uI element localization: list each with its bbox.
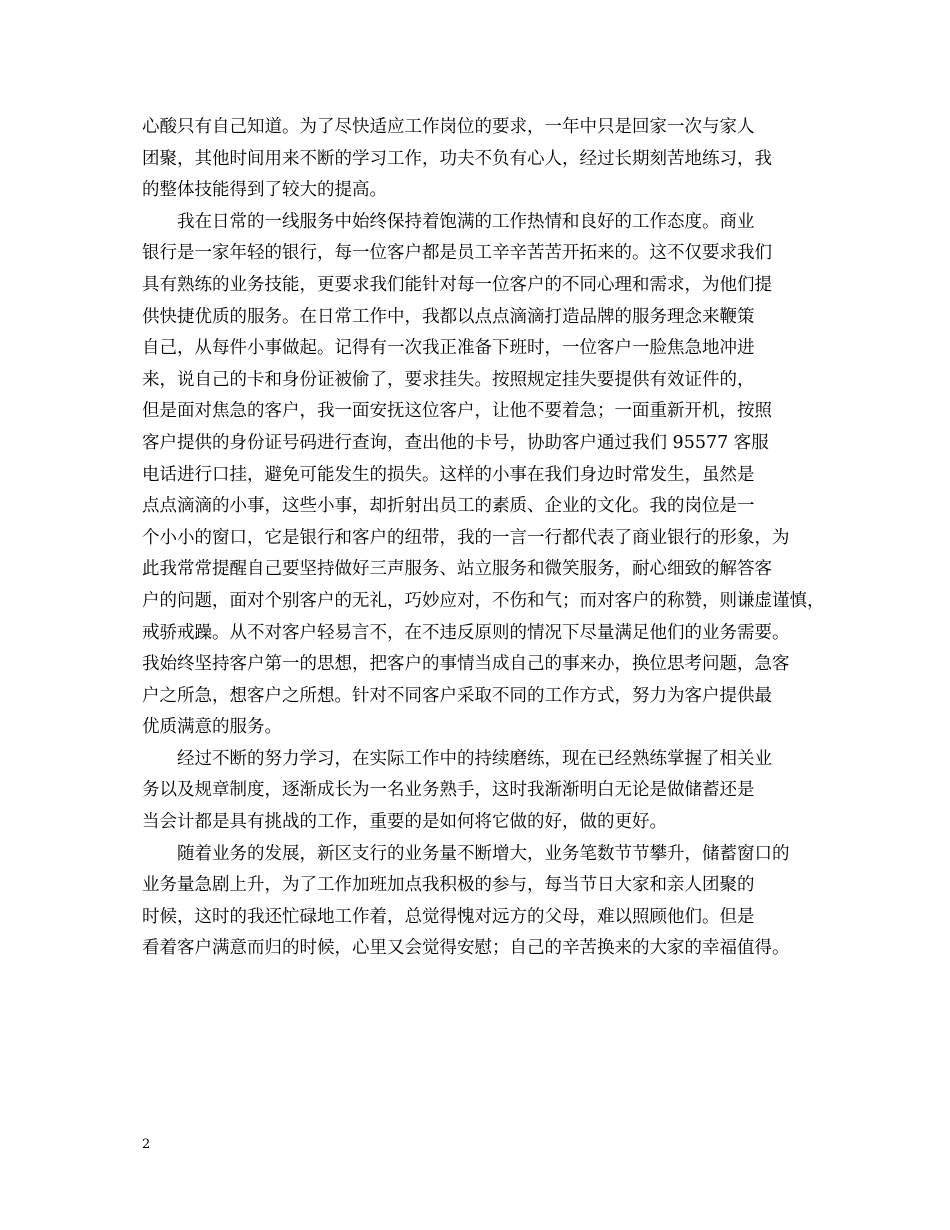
paragraph-2 — [142, 207, 825, 744]
text-line: 当会计都是具有挑战的工作，重要的是如何将它做的好，做的更好。 — [142, 812, 667, 833]
text-line: 电话进行口挂，避免可能发生的损失。这样的小事在我们身边时常发生，虽然是 — [142, 464, 755, 485]
text-line: 我始终坚持客户第一的思想，把客户的事情当成自己的事来办，换位思考问题，急客 — [142, 654, 790, 675]
text-line: 个小小的窗口，它是银行和客户的纽带，我的一言一行都代表了商业银行的形象，为 — [142, 527, 790, 548]
paragraph-4 — [142, 839, 822, 965]
text-line: 客户提供的身份证号码进行查询，查出他的卡号，协助客户通过我们 95577 客服 — [142, 432, 769, 453]
page-number: 2 — [142, 1137, 151, 1152]
text-line: 银行是一家年轻的银行，每一位客户都是员工辛辛苦苦开拓来的。这不仅要求我们 — [142, 243, 772, 264]
text-line: 优质满意的服务。 — [142, 717, 282, 738]
text-line: 务以及规章制度，逐渐成长为一名业务熟手，这时我渐渐明白无论是做储蓄还是 — [142, 780, 755, 801]
text-line: 但是面对焦急的客户，我一面安抚这位客户，让他不要着急；一面重新开机，按照 — [142, 401, 772, 422]
text-line: 团聚，其他时间用来不断的学习工作，功夫不负有心人，经过长期刻苦地练习，我 — [142, 148, 772, 169]
text-line: 的整体技能得到了较大的提高。 — [142, 180, 387, 201]
text-line: 我在日常的一线服务中始终保持着饱满的工作热情和良好的工作态度。商业 — [177, 211, 755, 232]
text-line: 随着业务的发展，新区支行的业务量不断增大，业务笔数节节攀升，储蓄窗口的 — [177, 843, 790, 864]
text-line: 来，说自己的卡和身份证被偷了，要求挂失。按照规定挂失要提供有效证件的， — [142, 369, 755, 390]
text-line: 心酸只有自己知道。为了尽快适应工作岗位的要求，一年中只是回家一次与家人 — [142, 117, 755, 137]
text-line: 此我常常提醒自己要坚持做好三声服务、站立服务和微笑服务，耐心细致的解答客 — [142, 559, 772, 580]
text-line: 户之所急，想客户之所想。针对不同客户采取不同的工作方式，努力为客户提供最 — [142, 685, 772, 706]
text-line: 自己，从每件小事做起。记得有一次我正准备下班时，一位客户一脸焦急地冲进 — [142, 338, 755, 359]
text-line: 供快捷优质的服务。在日常工作中，我都以点点滴滴打造品牌的服务理念来鞭策 — [142, 306, 755, 327]
text-line: 户的问题，面对个别客户的无礼，巧妙应对，不伤和气；而对客户的称赞，则谦虚谨慎， — [142, 590, 825, 611]
text-line: 时候，这时的我还忙碌地工作着，总觉得愧对远方的父母，难以照顾他们。但是 — [142, 906, 755, 927]
text-line: 看着客户满意而归的时候，心里又会觉得安慰；自己的辛苦换来的大家的幸福值得。 — [142, 938, 790, 959]
paragraph-3 — [142, 744, 822, 839]
text-line: 戒骄戒躁。从不对客户轻易言不，在不违反原则的情况下尽量满足他们的业务需要。 — [142, 622, 790, 643]
text-line: 业务量急剧上升，为了工作加班加点我积极的参与，每当节日大家和亲人团聚的 — [142, 875, 755, 896]
text-line: 经过不断的努力学习，在实际工作中的持续磨练，现在已经熟练掌握了相关业 — [177, 748, 772, 769]
paragraph-1 — [142, 112, 822, 207]
text-line: 点点滴滴的小事，这些小事，却折射出员工的素质、企业的文化。我的岗位是一 — [142, 496, 755, 517]
body-text — [142, 112, 825, 965]
text-line: 具有熟练的业务技能，更要求我们能针对每一位客户的不同心理和需求，为他们提 — [142, 274, 772, 295]
